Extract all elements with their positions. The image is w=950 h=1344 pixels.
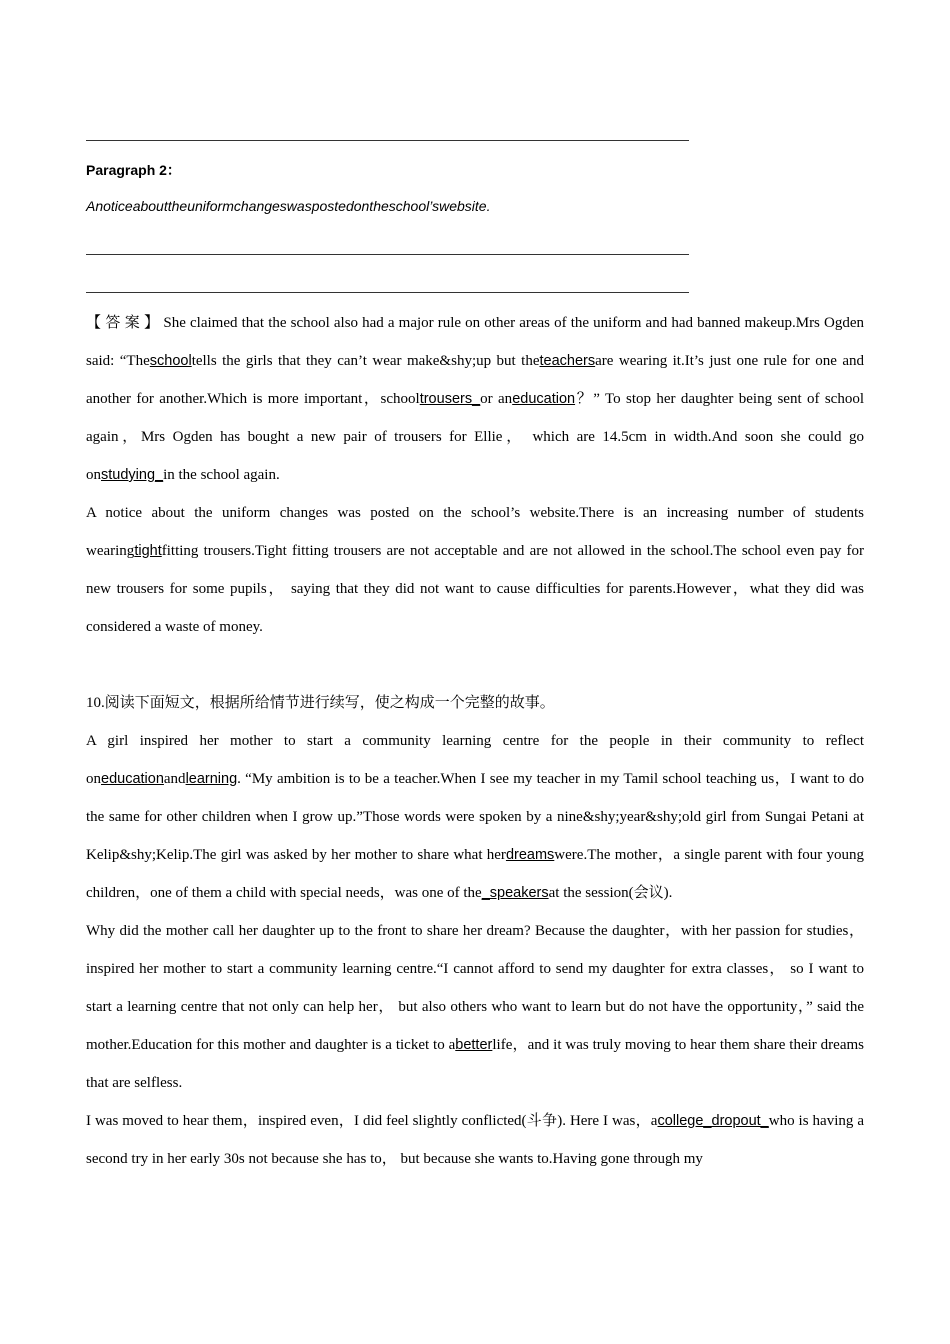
- text-run: who is having a second try in her early 30s not because she has to， but because she wants to.Having gone through my: [86, 1113, 864, 1167]
- text-run: She claimed that the school also had a major rule on other areas of the uniform and had banned makeup.Mrs Ogden said: “The: [86, 315, 864, 369]
- text-run: A girl inspired her mother to start a community learning centre for the people in their community to reflect on: [86, 733, 864, 787]
- text-run: or an: [480, 391, 513, 407]
- text-run: tells the girls that they can’t wear make&shy;up but the: [191, 353, 540, 369]
- fill-word: school: [149, 353, 192, 369]
- fill-word: education: [101, 771, 164, 787]
- question-10-heading: 10.阅读下面短文，根据所给情节进行续写，使之构成一个完整的故事。: [86, 695, 555, 711]
- text-run: . “My ambition is to be a teacher.When I see my teacher in my Tamil school teaching us，I want to do the same for other children when I grow up.”Those words were spoken by a nine&shy;year&shy;old girl from Sungai Petani at Kelip&shy;Kelip.The girl was asked by her mother to share what her: [86, 771, 864, 863]
- text-run: at the session(会议).: [548, 885, 673, 901]
- text-run: were.The mother，a single parent with four young children，one of them a child with special needs，was one of the: [86, 847, 864, 901]
- question-10-section: [86, 684, 864, 1178]
- story-paragraph-3: [86, 1102, 864, 1178]
- paragraph-2-prompt: Anoticeabouttheuniformchangeswaspostedontheschool’swebsite.: [86, 198, 491, 214]
- fill-word: studying_: [101, 467, 164, 483]
- fill-word: learning: [185, 771, 238, 787]
- fill-word: college_dropout_: [657, 1113, 769, 1129]
- text-run: life，and it was truly moving to hear them share their dreams that are selfless.: [86, 1037, 864, 1091]
- answer-paragraph-2: [86, 494, 864, 646]
- fill-word: trousers_: [419, 391, 481, 407]
- text-run: A notice about the uniform changes was posted on the school’s website.There is an increasing number of students wearing: [86, 505, 864, 559]
- fill-word: education: [512, 391, 576, 407]
- story-paragraph-1: [86, 722, 864, 912]
- text-run: in the school again.: [163, 467, 280, 483]
- paragraph-2-label: Paragraph 2：: [86, 162, 181, 178]
- text-run: I was moved to hear them，inspired even，I did feel slightly conflicted(斗争). Here I was，a: [86, 1113, 658, 1129]
- text-run: are wearing it.It’s just one rule for one and another for another.Which is more important，school: [86, 353, 865, 407]
- fill-word: tight: [134, 543, 162, 559]
- answer-paragraph-1: [86, 304, 864, 494]
- fill-word: better: [455, 1037, 493, 1053]
- fill-word: teachers: [539, 353, 596, 369]
- answer-rule-line: [86, 254, 689, 255]
- fill-word: dreams: [505, 847, 555, 863]
- text-run: Why did the mother call her daughter up to the front to share her dream? Because the daughter，with her passion for studies， inspired her mother to start a community learning centre.“I cannot afford to send my daughter for extra classes， so I want to start a learning centre that not only can help her， but also others who want to learn but do not have the opportunity，” said the mother.Education for this mother and daughter is a ticket to a: [86, 923, 864, 1053]
- fill-word: _speakers: [481, 885, 549, 901]
- text-run: ？” To stop her daughter being sent of school again，Mrs Ogden has bought a new pair of trousers for Ellie， which are 14.5cm in width.And soon she could go on: [86, 391, 864, 483]
- story-paragraph-2: [86, 912, 864, 1102]
- answer-section: [86, 304, 864, 646]
- answer-rule-line: [86, 292, 689, 293]
- answer-rule-line: [86, 140, 689, 141]
- text-run: fitting trousers.Tight fitting trousers are not acceptable and are not allowed in the school.The school even pay for new trousers for some pupils， saying that they did not want to cause difficulties for parents.However，what they did was considered a waste of money.: [86, 543, 864, 635]
- answer-label: 【答案】: [86, 315, 164, 331]
- text-run: and: [163, 771, 186, 787]
